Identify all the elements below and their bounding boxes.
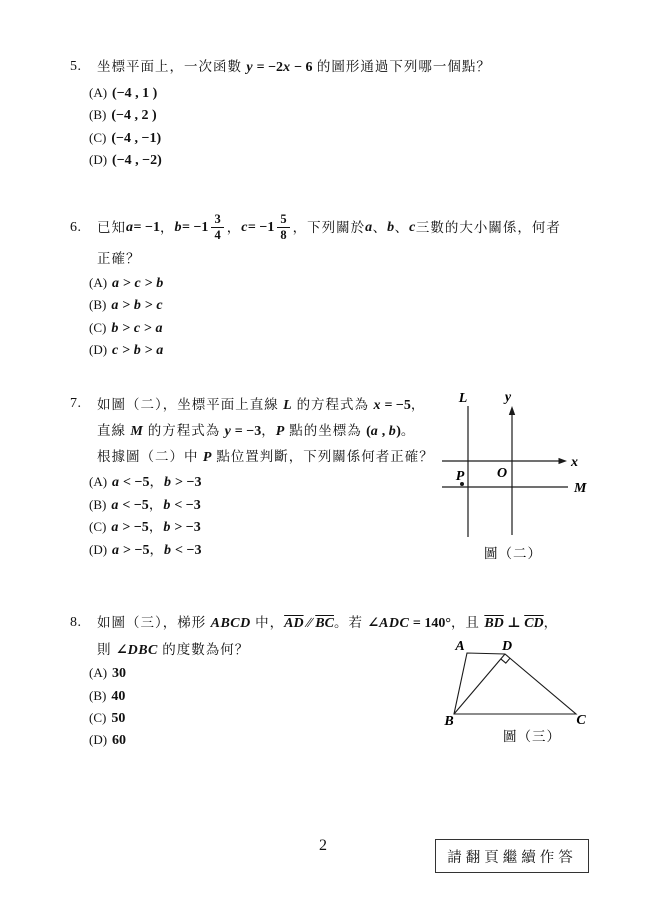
label-P: P (455, 469, 465, 484)
fraction: $\frac{3}{4}$ (211, 212, 223, 242)
option-label: (B) (89, 497, 107, 512)
question-6-number: 6. (70, 220, 82, 235)
y-axis-arrowhead (509, 406, 515, 415)
label-L: L (458, 391, 468, 406)
question-8-text-line2: 則 ∠DBC 的度數為何？ (97, 642, 250, 658)
label-B: B (444, 714, 454, 729)
figure-2-caption: 圖（二） (484, 546, 542, 561)
label-x: x (571, 455, 578, 470)
question-5-option-c (89, 130, 161, 147)
label-C: C (576, 713, 586, 728)
question-7-option-a (89, 470, 201, 491)
option-value: a > −5，b < −3 (112, 542, 202, 558)
fraction: $\frac{5}{8}$ (277, 212, 289, 242)
question-5-number: 5. (70, 59, 82, 74)
trapezoid-ABCD (454, 653, 576, 714)
option-label: (B) (89, 107, 107, 122)
option-label: (C) (89, 130, 107, 145)
option-label: (D) (89, 542, 108, 557)
question-7-text-line3: 根據圖（二）中 P 點位置判斷，下列關係何者正確？ (97, 449, 434, 465)
option-label: (D) (89, 342, 108, 357)
continue-box (435, 839, 589, 873)
question-7-text-line1: 如圖（二），坐標平面上直線 L 的方程式為 x = −5， (97, 397, 426, 413)
question-8-option-d (89, 732, 126, 749)
option-label: (A) (89, 665, 108, 680)
option-value: b > c > a (111, 321, 164, 336)
label-D: D (501, 639, 513, 654)
label-O: O (496, 466, 508, 481)
label-A: A (455, 639, 465, 654)
continue-box-text: 請翻頁繼續作答 (447, 849, 577, 866)
option-value: a < −5，b > −3 (112, 474, 202, 490)
question-6-option-d (89, 342, 164, 359)
label-y: y (504, 390, 512, 405)
question-8-option-c (89, 710, 125, 727)
question-8-option-a (89, 665, 126, 682)
question-5-text: 坐標平面上，一次函數 y = −2x − 6 的圖形通過下列哪一個點？ (97, 59, 491, 75)
question-7-option-b (89, 493, 201, 514)
option-value: a < −5，b < −3 (111, 497, 201, 513)
question-5-option-d (89, 152, 162, 169)
option-label: (A) (89, 474, 108, 489)
option-value: (−4 , −2) (112, 153, 162, 168)
question-6-text-line2: 正確？ (97, 251, 141, 266)
option-label: (B) (89, 688, 107, 703)
option-value: a > c > b (112, 276, 164, 291)
diagonal-BD (454, 654, 505, 714)
question-7-number: 7. (70, 396, 82, 411)
option-value: (−4 , 1 ) (112, 86, 158, 101)
question-7-option-c (89, 515, 201, 536)
option-label: (A) (89, 85, 108, 100)
question-6-text-line1: 已知 a = −1 ， b = −1 $\frac{3}{4}$ ， c = −1 $\frac{5}{8}$ ，下列關於 a 、 b 、 c 三數的大小關係，何者 (97, 212, 561, 242)
question-7-option-d (89, 538, 201, 559)
option-label: (A) (89, 275, 108, 290)
option-value: (−4 , 2 ) (111, 108, 157, 123)
option-label: (C) (89, 710, 107, 725)
option-label: (D) (89, 152, 108, 167)
question-7-text-line2: 直線 M 的方程式為 y = −3，P 點的坐標為 (a , b)。 (97, 423, 416, 439)
figure-3-trapezoid (440, 638, 610, 748)
figure-2-coordinate-plane (430, 386, 656, 566)
option-label: (C) (89, 519, 107, 534)
page-number: 2 (319, 837, 327, 854)
figure-3-caption: 圖（三） (503, 729, 561, 744)
question-5-option-b (89, 107, 157, 124)
label-M: M (574, 481, 587, 496)
question-6-option-b (89, 297, 163, 314)
option-value: 60 (112, 733, 127, 748)
right-angle-mark (501, 658, 510, 663)
question-6-option-c (89, 320, 163, 337)
option-value: 40 (111, 689, 126, 704)
question-8-option-b (89, 688, 125, 705)
option-value: a > −5，b > −3 (111, 519, 201, 535)
option-label: (D) (89, 732, 108, 747)
option-value: 30 (112, 666, 127, 681)
option-value: a > b > c (111, 298, 164, 313)
x-axis-arrowhead (559, 458, 568, 464)
question-6-option-a (89, 275, 164, 292)
option-value: 50 (111, 711, 126, 726)
option-value: (−4 , −1) (111, 131, 162, 146)
question-8-number: 8. (70, 615, 82, 630)
question-8-text-line1: 如圖（三），梯形 ABCD 中，$\overline{AD}$ ∕∕ $\overline{BC}$。若 ∠ADC = 140°，且 $\overline{BD}$ ⊥ $\overline{CD}$， (97, 615, 559, 631)
option-value: c > b > a (112, 343, 164, 358)
option-label: (C) (89, 320, 107, 335)
option-label: (B) (89, 297, 107, 312)
question-5-option-a (89, 85, 157, 102)
